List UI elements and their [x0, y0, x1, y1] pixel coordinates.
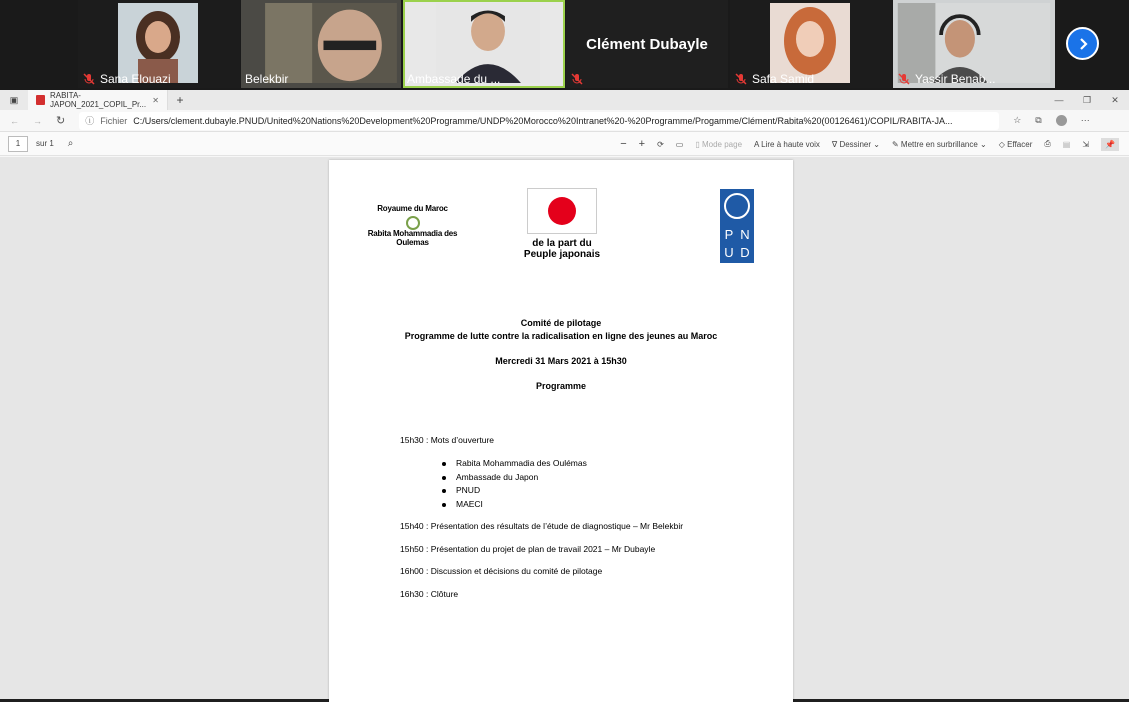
mic-off-icon	[734, 72, 748, 86]
list-item: PNUD	[442, 484, 587, 498]
mic-off-icon	[82, 72, 96, 86]
participant-name-large: Clément Dubayle	[586, 35, 708, 53]
highlight-button[interactable]: ✎ Mettre en surbrillance ⌄	[891, 139, 987, 149]
participant-name: Yassir Benab...	[915, 72, 996, 86]
logo-japan	[521, 188, 603, 260]
participant-tile[interactable]	[566, 0, 728, 88]
participant-tile[interactable]	[241, 0, 401, 88]
pdf-page	[329, 160, 793, 702]
tab-actions-icon[interactable]: ▣	[9, 94, 19, 105]
mic-off-icon	[897, 72, 911, 86]
address-bar[interactable]	[79, 112, 999, 130]
draw-button[interactable]: ∇ Dessiner ⌄	[831, 139, 880, 149]
zoom-out-icon[interactable]: −	[620, 138, 627, 150]
forward-icon[interactable]: →	[33, 115, 42, 126]
participant-tile-active-speaker[interactable]	[403, 0, 565, 88]
list-item: MAECI	[442, 498, 587, 512]
mic-off-icon	[570, 72, 584, 86]
address-bar-row	[0, 110, 1129, 132]
agenda-item: 15h50 : Présentation du projet de plan de travail 2021 – Mr Dubayle	[400, 544, 656, 554]
draw-label: Dessiner	[839, 139, 872, 149]
tab-bar	[0, 90, 1129, 110]
save-icon[interactable]: ▤	[1062, 139, 1071, 149]
agenda-item: 16h00 : Discussion et décisions du comité de pilotage	[400, 566, 603, 576]
participant-tile[interactable]	[893, 0, 1055, 88]
undp-letter: D	[740, 245, 750, 260]
participant-name: Safa Samid	[752, 72, 815, 86]
minimize-icon[interactable]: —	[1054, 95, 1064, 105]
agenda-item: 16h30 : Clôture	[400, 589, 459, 599]
japan-flag-icon	[527, 188, 597, 234]
un-emblem-icon	[724, 193, 750, 219]
page-mode-button[interactable]: ▯ Mode page	[695, 139, 743, 149]
close-tab-icon[interactable]: ✕	[152, 95, 159, 105]
highlight-icon: ✎	[891, 139, 899, 149]
close-window-icon[interactable]: ✕	[1111, 95, 1119, 105]
undp-letter: P	[724, 227, 734, 242]
rabita-emblem-icon	[406, 216, 420, 230]
url-text: C:/Users/clement.dubayle.PNUD/United%20Nations%20Development%20Programme/UNDP%20Morocco%20Intranet%20-%20Programme/Progamme/Clément/Rabita%20(00126461)/COPIL/RABITA-JA...	[133, 115, 953, 126]
pdf-toolbar	[0, 132, 1129, 156]
fit-icon[interactable]: ▭	[675, 139, 684, 149]
doc-date: Mercredi 31 Mars 2021 à 15h30	[495, 356, 627, 366]
address-label: Fichier	[100, 115, 128, 126]
tab-pdf-document[interactable]	[28, 90, 168, 110]
logo-undp	[720, 189, 754, 263]
participant-name-row	[570, 72, 584, 86]
undp-letter: N	[740, 227, 750, 242]
participant-photo	[118, 3, 198, 83]
participant-name: Belekbir	[245, 72, 289, 86]
participant-name: Ambassade du ...	[407, 72, 501, 86]
participant-tile[interactable]	[78, 0, 240, 88]
erase-button[interactable]	[999, 140, 1033, 149]
pdf-icon	[36, 95, 45, 105]
doc-subtitle: Programme de lutte contre la radicalisation en ligne des jeunes au Maroc	[404, 331, 718, 341]
info-icon[interactable]: ⓘ	[85, 116, 95, 126]
logo-japan-line2: Peuple japonais	[523, 249, 601, 260]
agenda-bullets	[442, 457, 587, 511]
more-icon[interactable]: ⋯	[1080, 115, 1090, 125]
zoom-in-icon[interactable]: +	[638, 138, 646, 150]
page-number-input[interactable]: 1	[8, 136, 28, 152]
read-aloud-label: Lire à haute voix	[761, 139, 820, 149]
list-item: Ambassade du Japon	[442, 471, 587, 485]
highlight-label: Mettre en surbrillance	[900, 139, 978, 149]
tab-title: RABITA-JAPON_2021_COPIL_Pr...	[50, 91, 147, 109]
participant-video	[261, 3, 401, 83]
pdf-viewer[interactable]	[0, 157, 1129, 699]
participant-photo	[770, 3, 850, 83]
read-aloud-icon: A	[754, 139, 759, 149]
participant-strip	[0, 0, 1129, 90]
profile-icon[interactable]	[1056, 115, 1067, 126]
erase-label: Effacer	[1007, 139, 1033, 149]
logo-rabita	[355, 204, 470, 247]
participant-name-row	[897, 72, 995, 86]
participant-name: Sana Elouazi	[100, 72, 171, 86]
page-total: sur 1	[36, 139, 54, 148]
back-icon[interactable]: ←	[10, 115, 19, 126]
undp-letter: U	[724, 245, 734, 260]
save-as-icon[interactable]: ⇲	[1082, 139, 1090, 149]
logo-rabita-line1: Royaume du Maroc	[377, 204, 448, 213]
participant-video	[433, 3, 543, 83]
doc-title: Comité de pilotage	[520, 318, 602, 328]
chevron-right-icon	[1076, 37, 1090, 51]
browser-window	[0, 90, 1129, 699]
next-participants-button[interactable]	[1066, 27, 1099, 60]
doc-programme-heading: Programme	[535, 381, 587, 391]
logo-rabita-line2: Rabita Mohammadia des Oulemas	[367, 229, 458, 247]
participant-name-row	[734, 72, 814, 86]
participant-name-row	[245, 72, 288, 86]
print-icon[interactable]: ⎙	[1044, 139, 1051, 148]
list-item: Rabita Mohammadia des Oulémas	[442, 457, 587, 471]
refresh-icon[interactable]: ↻	[56, 115, 66, 127]
new-tab-button[interactable]: +	[176, 93, 184, 107]
maximize-icon[interactable]: ❐	[1082, 95, 1092, 105]
erase-icon: ◇	[998, 139, 1005, 149]
participant-name-row	[82, 72, 171, 86]
pin-icon[interactable]: 📌	[1101, 138, 1119, 151]
rotate-icon[interactable]: ⟳	[657, 139, 664, 149]
favorites-icon[interactable]: ☆	[1013, 115, 1022, 125]
search-icon[interactable]: ⌕	[67, 138, 74, 149]
read-aloud-button[interactable]	[754, 140, 820, 149]
page-mode-label: Mode page	[701, 139, 743, 149]
collections-icon[interactable]: ⧉	[1035, 115, 1042, 125]
pdf-toolbar-actions	[620, 132, 1119, 156]
agenda-item: 15h40 : Présentation des résultats de l’étude de diagnostique – Mr Belekbir	[400, 521, 684, 531]
logo-japan-line1: de la part du	[532, 238, 592, 249]
participant-tile[interactable]	[730, 0, 892, 88]
agenda-item: 15h30 : Mots d’ouverture	[400, 435, 495, 445]
draw-icon: ∇	[831, 139, 838, 149]
participant-video	[893, 3, 1055, 83]
participant-name-row	[407, 72, 500, 86]
window-controls	[1045, 90, 1129, 110]
